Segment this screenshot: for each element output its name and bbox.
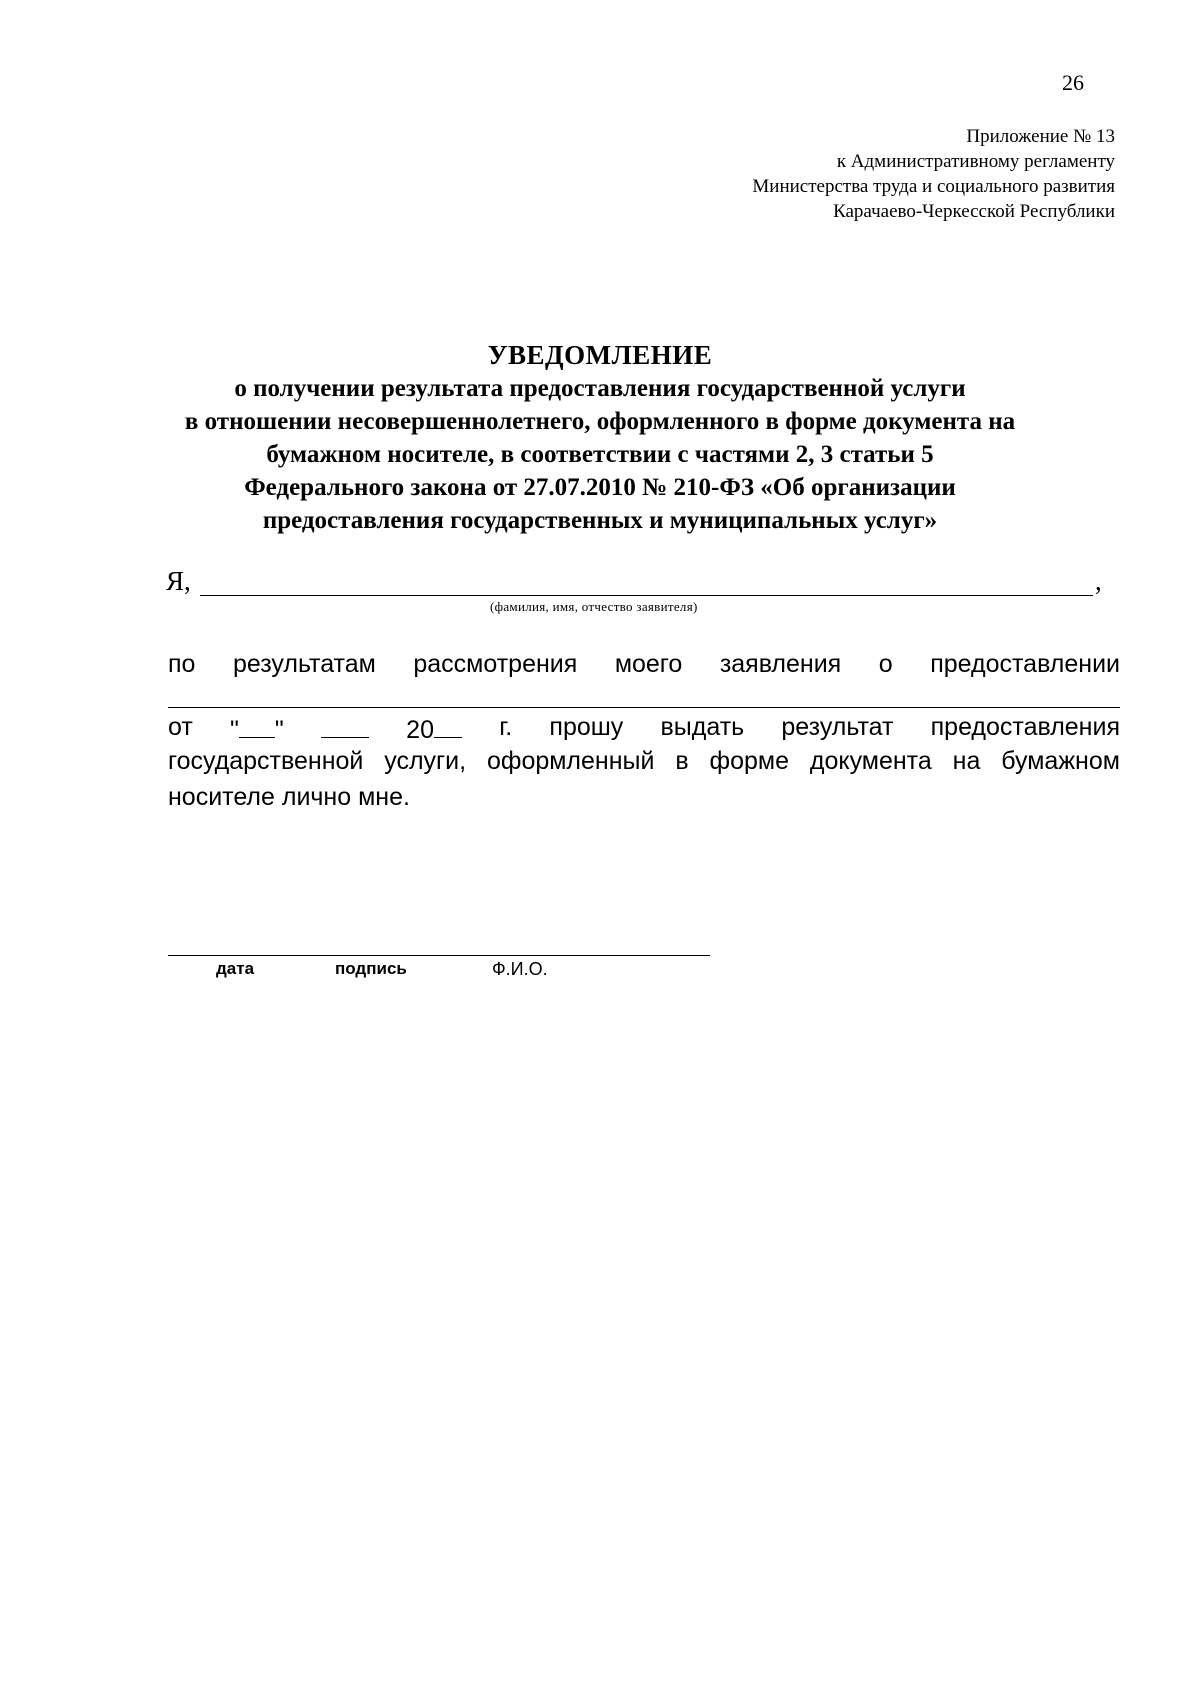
word: документа bbox=[809, 747, 932, 775]
applicant-name-caption: (фамилия, имя, отчество заявителя) bbox=[490, 599, 698, 614]
applicant-name-field[interactable] bbox=[200, 595, 1093, 596]
word: оформленный bbox=[486, 747, 655, 775]
date-month-field[interactable] bbox=[321, 713, 369, 738]
date-year-field[interactable] bbox=[434, 713, 462, 738]
title-subline: бумажном носителе, в соответствии с частями 2, 3 статьи 5 bbox=[266, 441, 934, 468]
signature-date-label: дата bbox=[216, 959, 255, 978]
body-line-1 bbox=[168, 650, 1120, 679]
page-number: 26 bbox=[1062, 70, 1084, 95]
signature-fio-label: Ф.И.О. bbox=[492, 959, 548, 979]
document-title bbox=[140, 338, 1060, 537]
appendix-line: Министерства труда и социального развития bbox=[752, 176, 1115, 197]
word: предоставления bbox=[930, 713, 1120, 741]
word: на bbox=[952, 747, 981, 775]
date-day-group bbox=[230, 713, 284, 745]
date-year-group bbox=[406, 713, 462, 745]
word: прошу bbox=[549, 713, 624, 741]
appendix-line: Приложение № 13 bbox=[966, 126, 1115, 147]
applicant-suffix: , bbox=[1095, 566, 1102, 596]
title-subline: в отношении несовершеннолетнего, оформленного в форме документа на bbox=[184, 408, 1016, 435]
word: результатам bbox=[232, 650, 376, 678]
word: услуги, bbox=[384, 747, 467, 775]
quote-open: " bbox=[230, 716, 239, 744]
word: результат bbox=[781, 713, 894, 741]
signature-sign-label: подпись bbox=[335, 959, 407, 978]
title-subline: предоставления государственных и муниципальных услуг» bbox=[262, 507, 938, 534]
body-line-2 bbox=[168, 713, 1120, 745]
word: заявления bbox=[719, 650, 842, 678]
title-main: УВЕДОМЛЕНИЕ bbox=[487, 340, 713, 370]
year-prefix: 20 bbox=[406, 716, 434, 744]
title-subline: Федерального закона от 27.07.2010 № 210-ФЗ «Об организации bbox=[244, 474, 956, 501]
application-number-field[interactable] bbox=[168, 707, 1120, 708]
title-subline: о получении результата предоставления государственной услуги bbox=[234, 375, 966, 402]
word: выдать bbox=[660, 713, 745, 741]
body-line-4: носителе лично мне. bbox=[168, 783, 410, 811]
word: форме bbox=[709, 747, 789, 775]
body-line-3 bbox=[168, 747, 1120, 776]
appendix-header bbox=[752, 124, 1115, 224]
word: о bbox=[878, 650, 893, 678]
signature-line[interactable] bbox=[168, 955, 710, 956]
applicant-prefix: Я, bbox=[166, 566, 191, 596]
word: по bbox=[168, 650, 196, 678]
appendix-line: Карачаево-Черкесской Республики bbox=[833, 201, 1115, 222]
quote-close: " bbox=[274, 716, 284, 744]
word: г. bbox=[499, 713, 513, 741]
word: от bbox=[168, 713, 193, 741]
word: государственной bbox=[168, 747, 364, 775]
word: в bbox=[675, 747, 689, 775]
appendix-line: к Административному регламенту bbox=[836, 151, 1115, 172]
word: предоставлении bbox=[930, 650, 1120, 678]
word: рассмотрения bbox=[413, 650, 578, 678]
date-day-field[interactable] bbox=[239, 713, 275, 738]
word: моего bbox=[614, 650, 683, 678]
word: бумажном bbox=[1001, 747, 1120, 775]
